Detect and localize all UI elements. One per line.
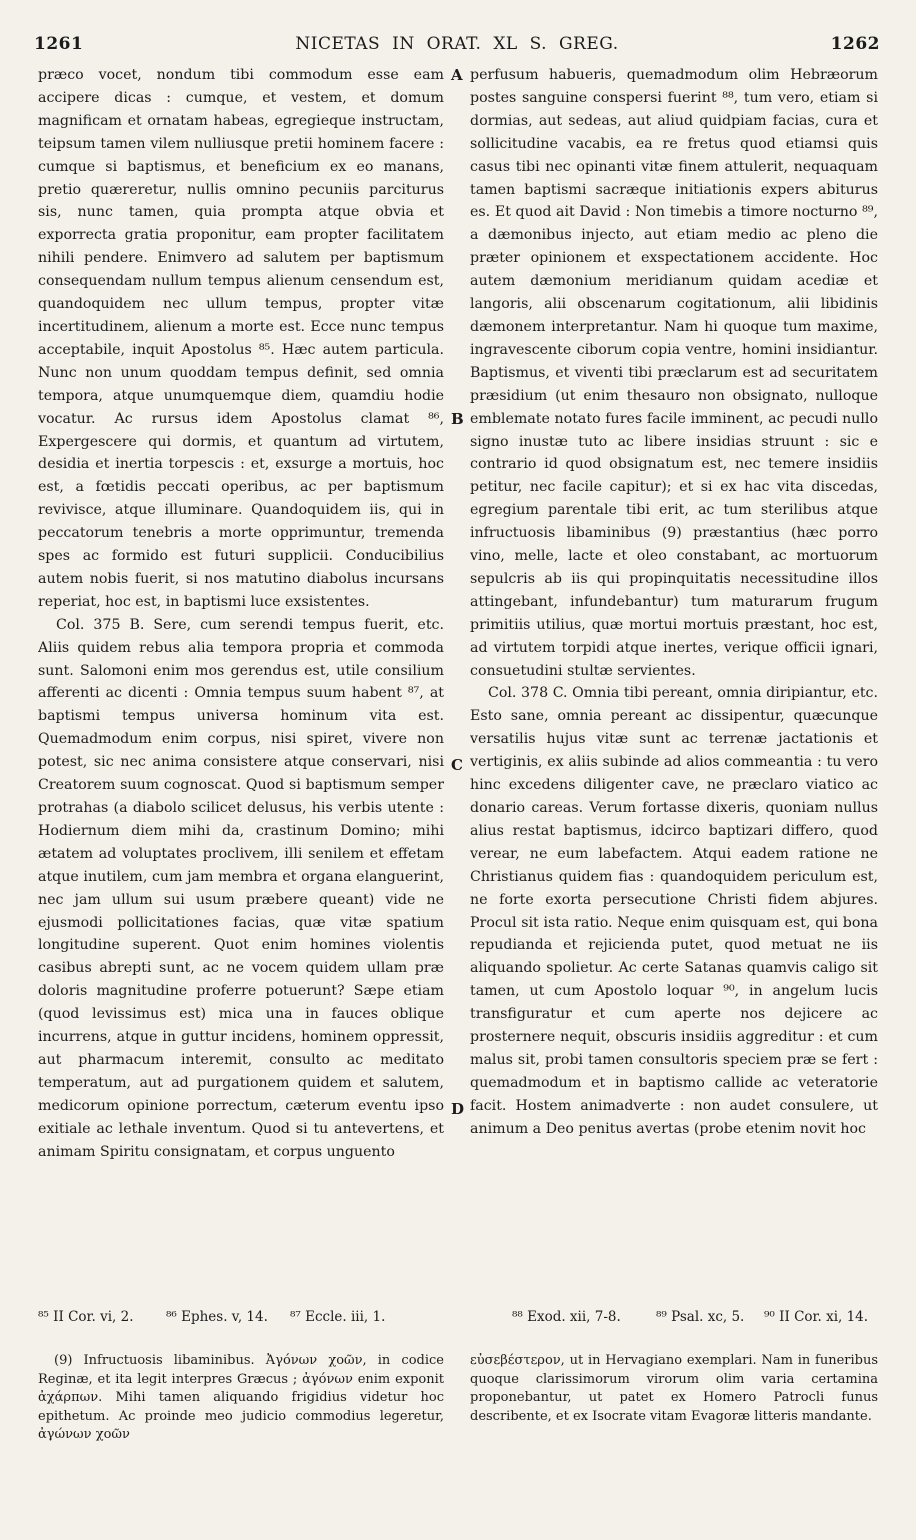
page-number-right: 1262 [830, 34, 880, 54]
right-text-column [470, 64, 878, 1296]
reference-88: ⁸⁸ Exod. xii, 7-8. [512, 1309, 621, 1325]
left-paragraph-2: Col. 375 B. Sere, cum serendi tempus fuerit, etc. Aliis quidem rebus alia tempora propria et commoda sunt. Salomoni enim mos gerendus est, utile consilium afferenti ac dicenti : Omnia tempus suum habent ⁸⁷, at baptismi tempus universa hominum vita est. Quemadmodum enim corpus, nisi spiret, vivere non potest, sic nec anima consistere atque conservari, nisi Creatorem suum cognoscat. Quod si baptismum semper protrahas (a diabolo scilicet delusus, his verbis utente : Hodiernum diem mihi da, crastinum Domino; mihi ætatem ad voluptates proclivem, illi senilem et effetam atque inutilem, cum jam membra et organa elanguerint, nec jam ullum sui usum præbere queant) vide ne ejusmodi pollicitationes facias, quæ vitæ spatium longitudine superent. Quot enim homines violentis casibus abrepti sunt, ac ne vocem quidem ullam præ doloris magnitudine proferre potuerunt? Sæpe etiam (quod levissimus est) mica una in fauces oblique incurrens, atque in guttur incidens, hominem oppressit, aut pharmacum interemit, consulto ac meditato temperatum, aut ad purgationem quidem et salutem, medicorum opinione porrectum, cæterum eventu ipso exitiale ac lethale inventum. Quod si tu antevertens, et animam Spiritu consignatam, et corpus unguento [38, 616, 444, 1160]
right-paragraph-2: Col. 378 C. Omnia tibi pereant, omnia diripiantur, etc. Esto sane, omnia pereant ac dissipentur, quæcunque versatilis hujus vitæ sunt ac terrenæ jactationis et vertiginis, ex aliis subinde ad alios commeantia : tu vero hinc excedens diligenter cave, ne præclaro viatico ac donario careas. Verum fortasse dixeris, quoniam nullus alius restat baptismus, idcirco baptizari differo, quod verear, ne eum labefactem. Atqui eadem ratione ne Christianus quidem fias : quandoquidem periculum est, ne forte exorta persecutione Christi fidem abjures. Procul sit ista ratio. Neque enim quisquam est, qui bona repudianda et rejicienda putet, quod metuat ne iis aliquando spolietur. Ac certe Satanas quamvis caligo sit tamen, ut cum Apostolo loquar ⁹⁰, in angelum lucis transfiguratur et cum aperte nos dejicere ac prosternere nequit, obscuris insidiis aggreditur : et cum malus sit, probi tamen consultoris speciem præ se fert : quemadmodum et in baptismo callide ac veteratorie facit. Hostem animadverte : non audet consulere, ut animum a Deo penitus avertas (probe etenim novit hoc [470, 685, 878, 1137]
reference-90: ⁹⁰ II Cor. xi, 14. [764, 1309, 869, 1325]
reference-89: ⁸⁹ Psal. xc, 5. [656, 1309, 745, 1325]
reference-87: ⁸⁷ Eccle. iii, 1. [290, 1309, 386, 1325]
left-paragraph-1: præco vocet, nondum tibi commodum esse eam accipere dicas : cumque, et vestem, et domum magnificam et ornatam habeas, egregieque instructam, teipsum tamen vilem nulliusque pretii hominem facere : cumque si baptismus, et beneficium ex eo manans, pretio quæreretur, nullis omnino pecuniis parciturus sis, nunc tamen, quia prompta atque obvia et exporrecta gratia proponitur, eam propter facilitatem nihili pendere. Enimvero ad salutem per baptismum consequendam nullum tempus alienum censendum est, quandoquidem nec ullum tempus, propter vitæ incertitudinem, alienum a morte est. Ecce nunc tempus acceptabile, inquit Apostolus ⁸⁵. Hæc autem particula. Nunc non unum quoddam tempus definit, sed omnia tempora, atque unumquemque diem, quamdiu hodie vocatur. Ac rursus idem Apostolus clamat ⁸⁶, Expergescere qui dormis, et quantum ad virtutem, desidia et inertia torpescis : et, exsurge a mortuis, hoc est, a fœtidis peccati operibus, ac per baptismum reviviscе, atque illuminare. Quandoquidem iis, qui in peccatorum tenebris a morte opprimuntur, tremenda spes ac formido est futuri supplicii. Conducibilius autem nobis fuerit, si nos matutino diabolus incursans reperiat, hoc est, in baptismi luce exsistentes. [38, 67, 444, 610]
left-text-column [38, 64, 444, 1296]
reference-86: ⁸⁶ Ephes. v, 14. [166, 1309, 268, 1325]
scripture-references [38, 1306, 884, 1330]
right-paragraph-1: perfusum habueris, quemadmodum olim Hebræorum postes sanguine conspersi fuerint ⁸⁸, tum vero, etiam si dormias, aut sedeas, aut aliud quidpiam facias, cura et sollicitudine vacabis, ea re fretus quod etiamsi quis casus tibi nec opinanti vitæ finem attulerit, nequaquam tamen baptismi sacræque initiationis expers abiturus es. Et quod ait David : Non timebis a timore nocturno ⁸⁹, a dæmonibus injecto, aut etiam medio ac pleno die præter opinionem et exspectationem accidente. Hoc autem dæmonium meridianum quidam acediæ et langoris, alii obscenarum cogitationum, alii libidinis dæmonem interpretantur. Nam hi quoque tum maxime, ingravescente ciborum copia ventre, homini insidiantur. Baptismus, et viventi tibi præclarum est ad securitatem præsidium (ut enim thesauro non obsignato, nulloque emblemate notato fures facile imminent, ac pecudi nullo signo inustæ tuto ac libere insidias struunt : sic e contrario id quod obsignatum est, nec temere insidiis petitur, nec facile capitur); et si ex hac vita discedas, egregium parentale tibi erit, ac tum sterilibus atque infructuosis libaminibus (9) præstantius (hæc porro vino, melle, lacte et oleo constabant, ac mortuorum sepulcris ab iis qui propinquitatis necessitudine illos attingebant, infundebantur) tum maturarum frugum primitiis utilius, quæ mortui mortuis præstant, hoc est, ad virtutem torpidi atque inertes, verique officii ignari, consuetudini stultæ servientes. [470, 67, 878, 679]
margin-letter-d: D [451, 1100, 465, 1118]
running-header [34, 34, 880, 60]
margin-letter-b: B [451, 410, 464, 428]
margin-letter-a: A [451, 66, 463, 84]
footnote-9: (9) Infructuosis libaminibus. Ἀγόνων χοῶν, in codice Reginæ, et ita legit interpres Græcus ; ἀγόνων enim exponit ἀχάρπων. Mihi tamen aliquando frigidius videtur hoc epithetum. Ac proinde meo judicio commodius legeretur, ἀγώνων χοῶν [38, 1353, 444, 1442]
running-title: NICETAS IN ORAT. XL S. GREG. [295, 34, 619, 54]
footnote-right-column [470, 1352, 878, 1472]
margin-letter-c: C [451, 756, 463, 774]
page-number-left: 1261 [34, 34, 84, 54]
reference-85: ⁸⁵ II Cor. vi, 2. [38, 1309, 134, 1325]
footnote-left-column [38, 1352, 444, 1472]
footnote-9-continued: εὐσεβέστερον, ut in Hervagiano exemplari. Nam in funeribus quoque clarissimorum virorum olim varia certamina proponebantur, ut patet ex Homero Patrocli funus describente, et ex Isocrate vitam Evagoræ litteris mandante. [470, 1353, 878, 1424]
